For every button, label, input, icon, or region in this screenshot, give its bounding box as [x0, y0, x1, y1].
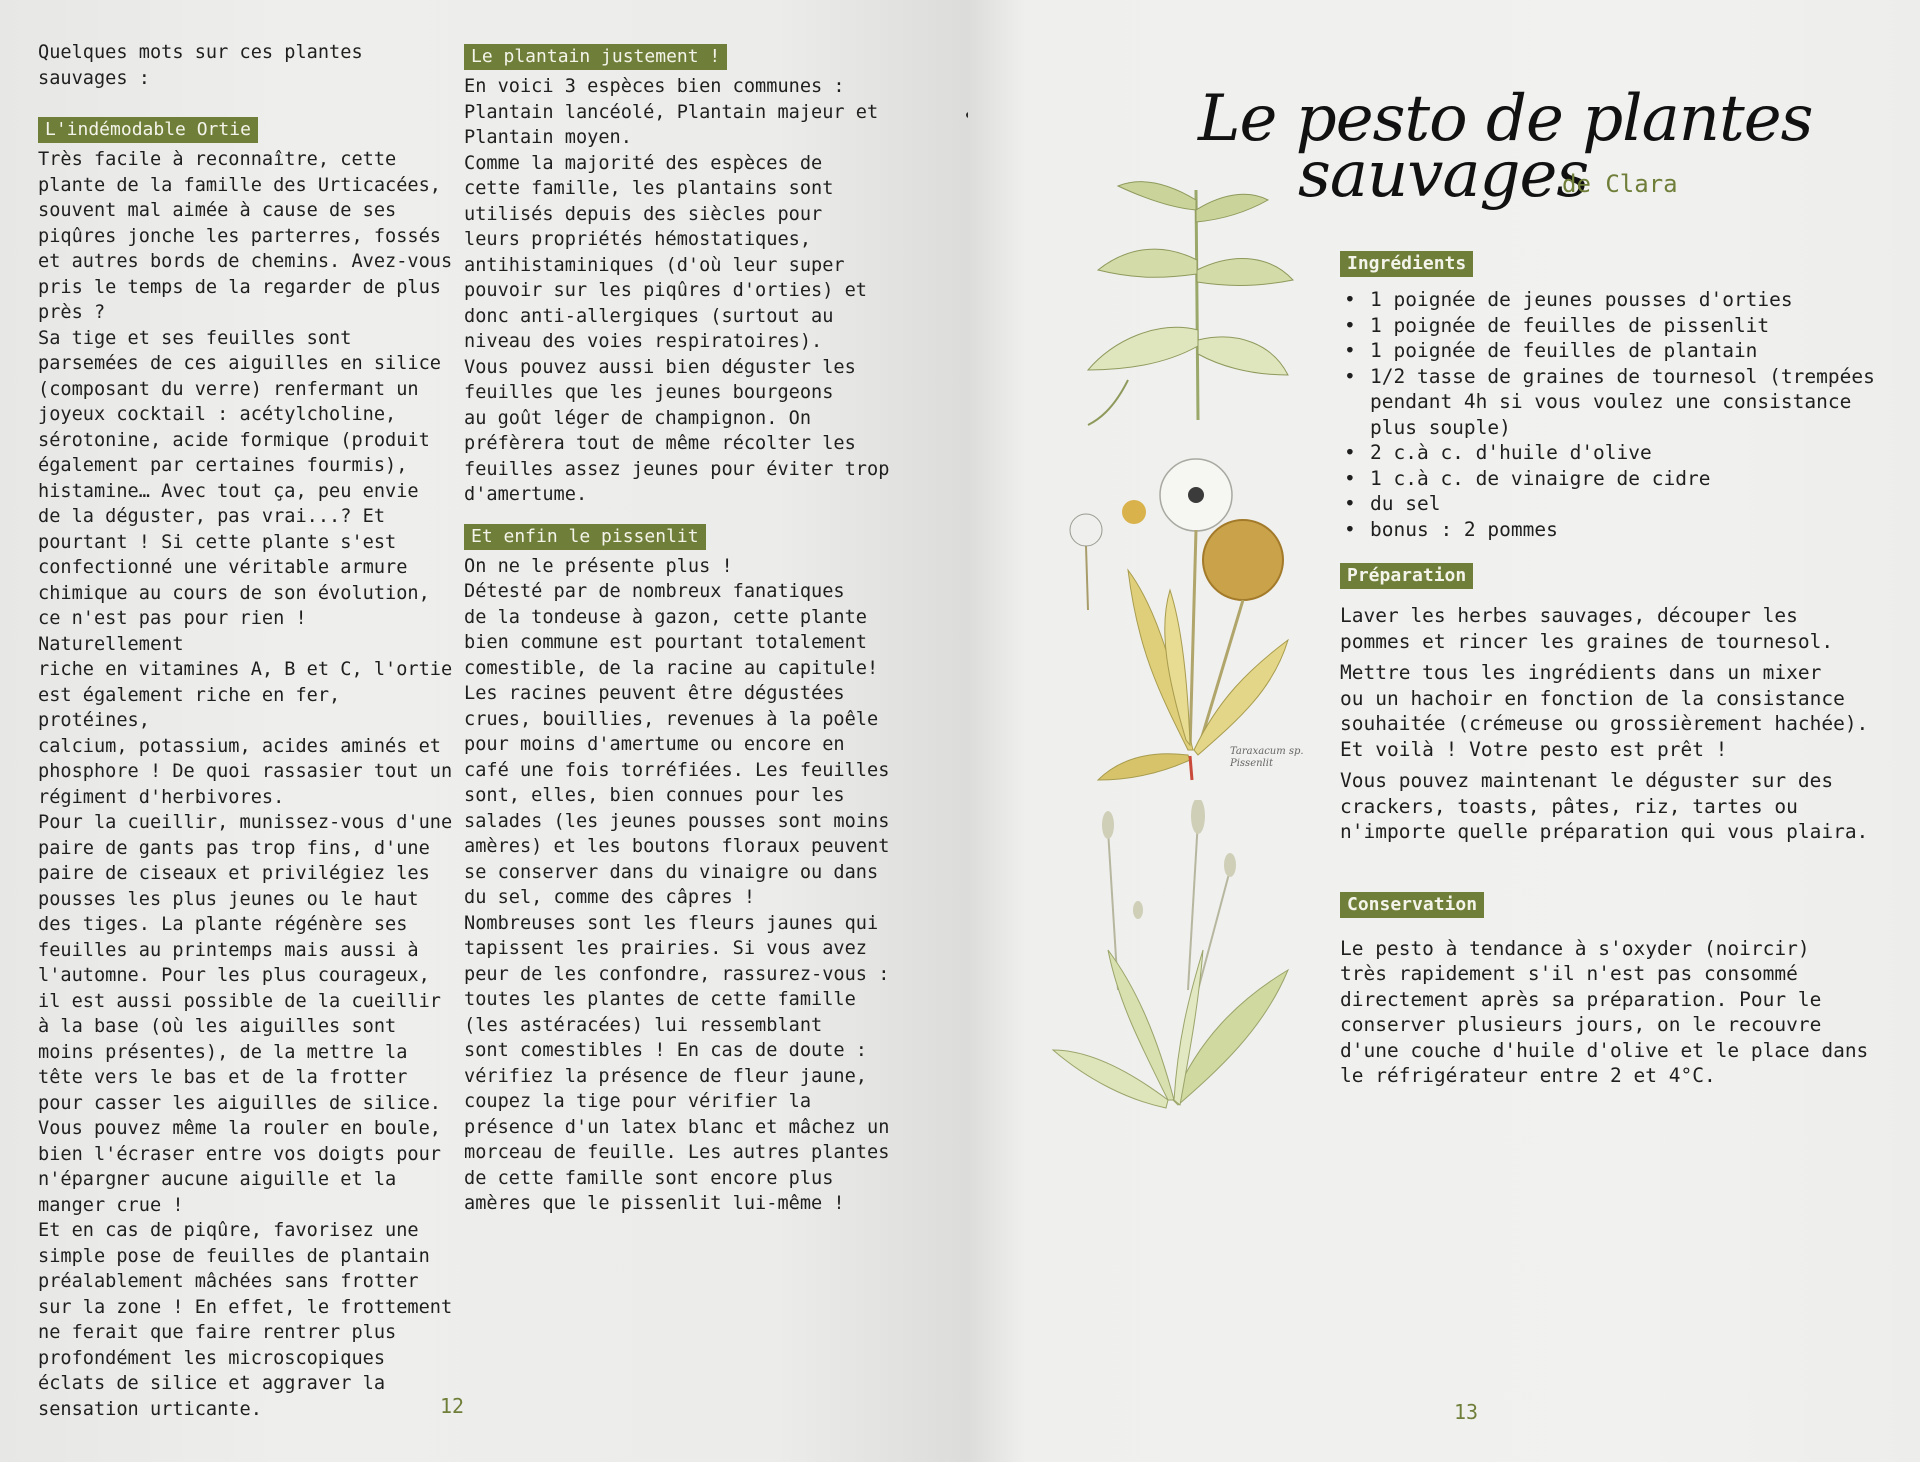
ingredient-item: • 1 c.à c. de vinaigre de cidre: [1340, 466, 1900, 492]
preparation-step: Vous pouvez maintenant le déguster sur des crackers, toasts, pâtes, riz, tartes ou n'importe quelle préparation qui vous plaira.: [1340, 769, 1869, 843]
ingredient-item: • 1 poignée de jeunes pousses d'orties: [1340, 287, 1900, 313]
section-body-pissenlit: On ne le présente plus ! Détesté par de nombreux fanatiques de la tondeuse à gazon, cette plante bien commune est pourtant totalement comestible, de la racine au capitule! Les racines peuvent être dégustées crues, bouillies, revenues à la poêle pour moins d'amertume ou encore en café une fois torréfiées. Les feuilles sont, elles, bien connues pour les salades (les jeunes pousses sont moins amères) et les boutons floraux peuvent se conserver dans du vinaigre ou dans du sel, comme des câpres ! Nombreuses sont les fleurs jaunes qui tapissent les prairies. Si vous avez peur de les confondre, rassurez-vous : toutes les plantes de cette famille (les astéracées) lui ressemblant sont comestibles ! En cas de doute : vérifiez la présence de fleur jaune, coupez la tige pour vérifier la présence d'un latex blanc et mâchez un morceau de feuille. Les autres plantes de cette famille sont encore plus amères que le pissenlit lui-même !: [464, 555, 890, 1214]
ingredient-item: • 1 poignée de feuilles de pissenlit: [1340, 313, 1900, 339]
ingredient-item: • du sel: [1340, 491, 1900, 517]
plantain-illustration: [1048, 800, 1298, 1120]
recipe-body: [1340, 250, 1900, 1095]
conservation-heading: Conservation: [1340, 892, 1484, 918]
left-column-1: [38, 40, 458, 1422]
section-heading-plantain: Le plantain justement !: [464, 44, 727, 70]
recipe-title-line2: sauvages: [1298, 138, 1589, 212]
illustration-caption: Taraxacum sp. Pissenlit: [1230, 746, 1304, 769]
intro-text: Quelques mots sur ces plantes sauvages :: [38, 42, 363, 89]
page-number-left: 12: [440, 1394, 465, 1418]
section-heading-ortie: L'indémodable Ortie: [38, 117, 258, 143]
ingredient-item: • 1 poignée de feuilles de plantain: [1340, 338, 1900, 364]
section-body-plantain: En voici 3 espèces bien communes : Plantain lancéolé, Plantain majeur et Plantain moyen. Comme la majorité des espèces de cette famille, les plantains sont utilisés depuis des siècles pour leurs propriétés hémostatiques, antihistaminiques (d'où leur super pouvoir sur les piqûres d'orties) et donc anti-allergiques (surtout au niveau des voies respiratoires). Vous pouvez aussi bien déguster les feuilles que les jeunes bourgeons au goût léger de champignon. On préfèrera tout de même récolter les feuilles assez jeunes pour éviter trop d'amertume.: [464, 76, 890, 505]
recipe-author: de Clara: [1562, 170, 1678, 198]
preparation-step: Mettre tous les ingrédients dans un mixer ou un hachoir en fonction de la consistance souhaitée (crémeuse ou grossièrement hachée). Et voilà ! Votre pesto est prêt !: [1340, 661, 1869, 761]
section-heading-pissenlit: Et enfin le pissenlit: [464, 524, 706, 550]
nettle-illustration: [1068, 170, 1298, 430]
section-body-ortie: Très facile à reconnaître, cette plante de la famille des Urticacées, souvent mal aimée à cause de ses piqûres jonche les parterres, fossés et autres bords de chemins. Avez-vous pris le temps de la regarder de plus près ? Sa tige et ses feuilles sont parsemées de ces aiguilles en silice (composant du verre) renfermant un joyeux cocktail : acétylcholine, sérotonine, acide formique (produit également par certaines fourmis), histamine… Avec tout ça, peu envie de la déguster, pas vrai...? Et pourtant ! Si cette plante s'est confectionné une véritable armure chimique au cours de son évolution, ce n'est pas pour rien ! Naturellement riche en vitamines A, B et C, l'ortie est également riche en fer, protéines, calcium, potassium, acides aminés et phosphore ! De quoi rassasier tout un régiment d'herbivores. Pour la cueillir, munissez-vous d'une paire de gants pas trop fins, d'une paire de ciseaux et privilégiez les pousses les plus jeunes ou le haut des tiges. La plante régénère ses feuilles au printemps mais aussi à l'automne. Pour les plus courageux, il est aussi possible de la cueillir à la base (où les aiguilles sont moins présentes), de la mettre la tête vers le bas et de la frotter pour casser les aiguilles de silice. Vous pouvez même la rouler en boule, bien l'écraser entre vos doigts pour n'épargner aucune aiguille et la manger crue ! Et en cas de piqûre, favorisez une simple pose de feuilles de plantain préalablement mâchées sans frotter sur la zone ! En effet, le frottement ne ferait que faire rentrer plus profondément les microscopiques éclats de silice et aggraver la sensation urticante.: [38, 149, 453, 1420]
ingredient-item: • 1/2 tasse de graines de tournesol (trempées pendant 4h si vous voulez une consistance plus souple): [1340, 364, 1900, 441]
recipe-title-line1: Le pesto de plantes: [1198, 82, 1813, 156]
ingredient-item: • 2 c.à c. d'huile d'olive: [1340, 440, 1900, 466]
ingredients-heading: Ingrédients: [1340, 251, 1473, 277]
dandelion-illustration: [1058, 450, 1308, 790]
preparation-step: Laver les herbes sauvages, découper les pommes et rincer les graines de tournesol.: [1340, 604, 1834, 653]
ingredient-item: • bonus : 2 pommes: [1340, 517, 1900, 543]
page-number-right: 13: [1454, 1400, 1479, 1424]
ingredients-list: [1340, 287, 1900, 542]
preparation-heading: Préparation: [1340, 563, 1473, 589]
left-column-2: [464, 44, 904, 1217]
right-page: [968, 0, 1920, 1462]
conservation-text: Le pesto à tendance à s'oxyder (noircir) très rapidement s'il n'est pas consommé directement après sa préparation. Pour le conserver plusieurs jours, on le recouvre d'une couche d'huile d'olive et le place dans le réfrigérateur entre 2 et 4°C.: [1340, 936, 1869, 1087]
